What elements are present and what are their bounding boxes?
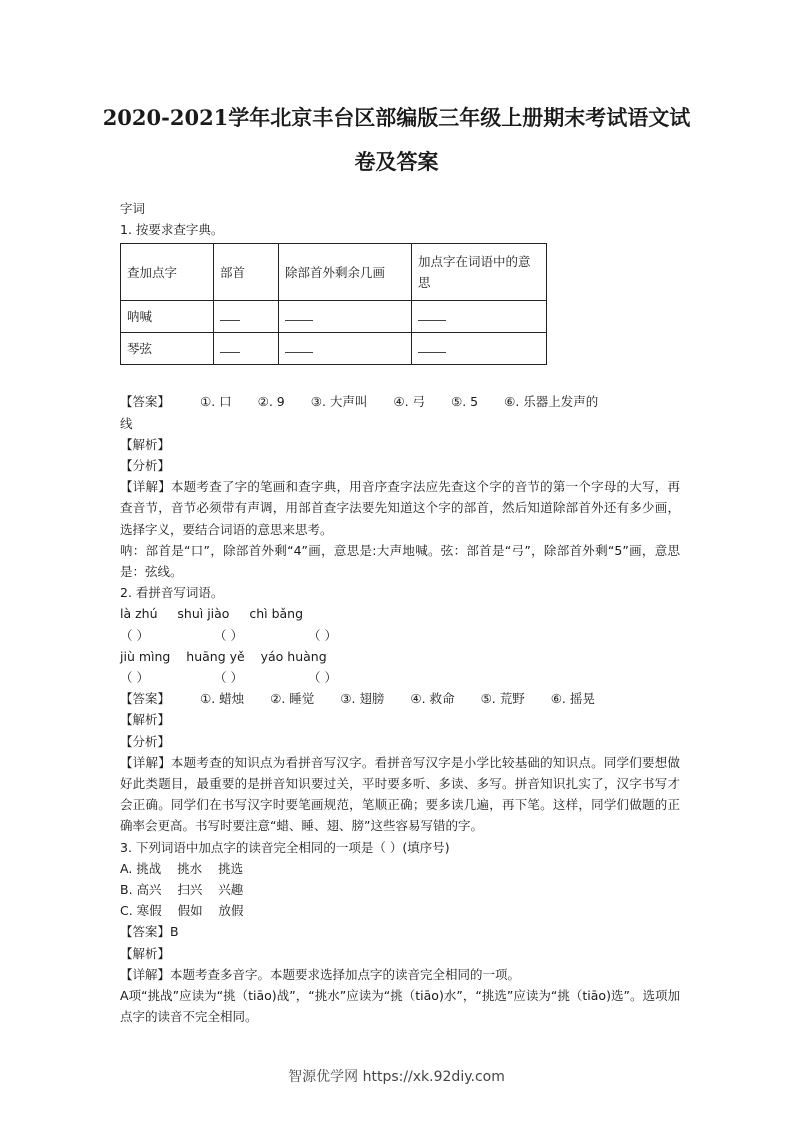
table-header-cell: 部首	[214, 244, 279, 301]
option-b: B. 高兴 扫兴 兴趣	[120, 882, 244, 898]
table-header-cell: 除部首外剩余几画	[279, 244, 412, 301]
table-cell-blank[interactable]	[279, 333, 412, 365]
answer-item: ⑤. 5	[451, 394, 479, 410]
table-cell-blank[interactable]	[214, 333, 279, 365]
footer-watermark: 智源优学网 https://xk.92diy.com	[288, 1069, 505, 1085]
table-header-cell: 加点字在词语中的意思	[412, 244, 547, 301]
answer-item: ④. 救命	[410, 691, 455, 707]
document-body	[120, 198, 680, 1028]
analysis-label: 【分析】	[120, 733, 171, 749]
pinyin-word: là zhú	[120, 606, 158, 622]
table-cell-blank[interactable]	[279, 301, 412, 333]
table-header-row	[121, 244, 547, 301]
table-cell-blank[interactable]	[412, 333, 547, 365]
option-a: A. 挑战 挑水 挑选	[120, 860, 244, 876]
answer-item: ②. 9	[257, 394, 285, 410]
answer-item: ③. 大声叫	[310, 394, 368, 410]
pinyin-word: chì bǎng	[249, 606, 304, 622]
analysis-label: 【分析】	[120, 458, 171, 474]
answer-paren[interactable]: （ ）	[213, 670, 243, 686]
detail-text: 【详解】本题考查多音字。本题要求选择加点字的读音完全相同的一项。	[120, 966, 521, 982]
detail-text: 呐：部首是“口”，除部首外剩“4”画，意思是:大声地喊。弦：部首是“弓”，除部首外剩“5”画，意思是：弦线。	[120, 542, 680, 580]
answer-label: 【答案】	[120, 394, 171, 410]
pinyin-word: yáo huàng	[260, 648, 327, 664]
pinyin-row	[120, 603, 680, 624]
question-1-stem: 1. 按要求查字典。	[120, 222, 224, 238]
question-3-answer: 【答案】B	[120, 924, 179, 940]
answer-item: ⑤. 荒野	[480, 691, 525, 707]
section-heading: 字词	[120, 201, 146, 216]
table-header-cell: 查加点字	[121, 244, 214, 301]
pinyin-word: huāng yě	[186, 648, 245, 664]
question-1-answer	[120, 391, 680, 412]
table-cell-blank[interactable]	[214, 301, 279, 333]
analysis-label: 【解析】	[120, 436, 171, 452]
option-c: C. 寒假 假如 放假	[120, 903, 244, 919]
answer-item: ①. 蜡烛	[200, 691, 245, 707]
table-cell-blank[interactable]	[412, 301, 547, 333]
analysis-label: 【解析】	[120, 945, 171, 961]
question-2-stem: 2. 看拼音写词语。	[120, 585, 224, 601]
pinyin-word: shuì jiào	[177, 606, 230, 622]
page-title: 2020-2021学年北京丰台区部编版三年级上册期末考试语文试卷及答案	[102, 105, 691, 174]
detail-text: A项“挑战”应读为“挑（tiāo)战”，“挑水”应读为“挑（tiāo)水”，“挑选”应读为“挑（tiāo)选”。选项加点字的读音不完全相同。	[120, 988, 680, 1025]
question-3-stem: 3. 下列词语中加点字的读音完全相同的一项是（ ）(填序号)	[120, 839, 450, 855]
table-row	[121, 333, 547, 365]
analysis-label: 【解析】	[120, 712, 171, 728]
pinyin-row	[120, 646, 680, 667]
answer-label: 【答案】	[120, 691, 171, 707]
table-row	[121, 301, 547, 333]
answer-item: ⑥. 乐器上发声的	[504, 394, 599, 410]
answer-item: ③. 翅膀	[340, 691, 385, 707]
answer-paren[interactable]: （ ）	[120, 627, 149, 643]
answer-item: ④. 弓	[393, 394, 426, 410]
dictionary-table	[120, 243, 547, 365]
answer-paren-row	[120, 667, 680, 688]
detail-text: 【详解】本题考查了字的笔画和查字典，用音序查字法应先查这个字的音节的第一个字母的大写，再查音节，音节必须带有声调，用部首查字法要先知道这个字的部首，然后知道除部首外还有多少画，选择字义，要结合词语的意思来思考。	[120, 479, 680, 537]
answer-paren[interactable]: （ ）	[307, 627, 337, 643]
answer-paren[interactable]: （ ）	[120, 670, 149, 686]
answer-paren-row	[120, 625, 680, 646]
table-cell-word: 琴弦	[121, 333, 214, 365]
answer-paren[interactable]: （ ）	[213, 627, 243, 643]
answer-wrap: 线	[120, 415, 133, 431]
question-2-answer	[120, 688, 680, 709]
table-cell-word: 呐喊	[121, 301, 214, 333]
answer-item: ②. 睡觉	[270, 691, 315, 707]
answer-item: ①. 口	[200, 394, 232, 410]
answer-item: ⑥. 摇晃	[550, 691, 595, 707]
pinyin-word: jiù mìng	[120, 648, 171, 664]
answer-paren[interactable]: （ ）	[307, 670, 337, 686]
detail-text: 【详解】本题考查的知识点为看拼音写汉字。看拼音写汉字是小学比较基础的知识点。同学们要想做好此类题目，最重要的是拼音知识要过关，平时要多听、多读、多写。拼音知识扎实了，汉字书写才会正确。同学们在书写汉字时要笔画规范，笔顺正确；要多读几遍，再下笔。这样，同学们做题的正确率会更高。书写时要注意“蜡、睡、翅、膀”这些容易写错的字。	[120, 754, 680, 834]
